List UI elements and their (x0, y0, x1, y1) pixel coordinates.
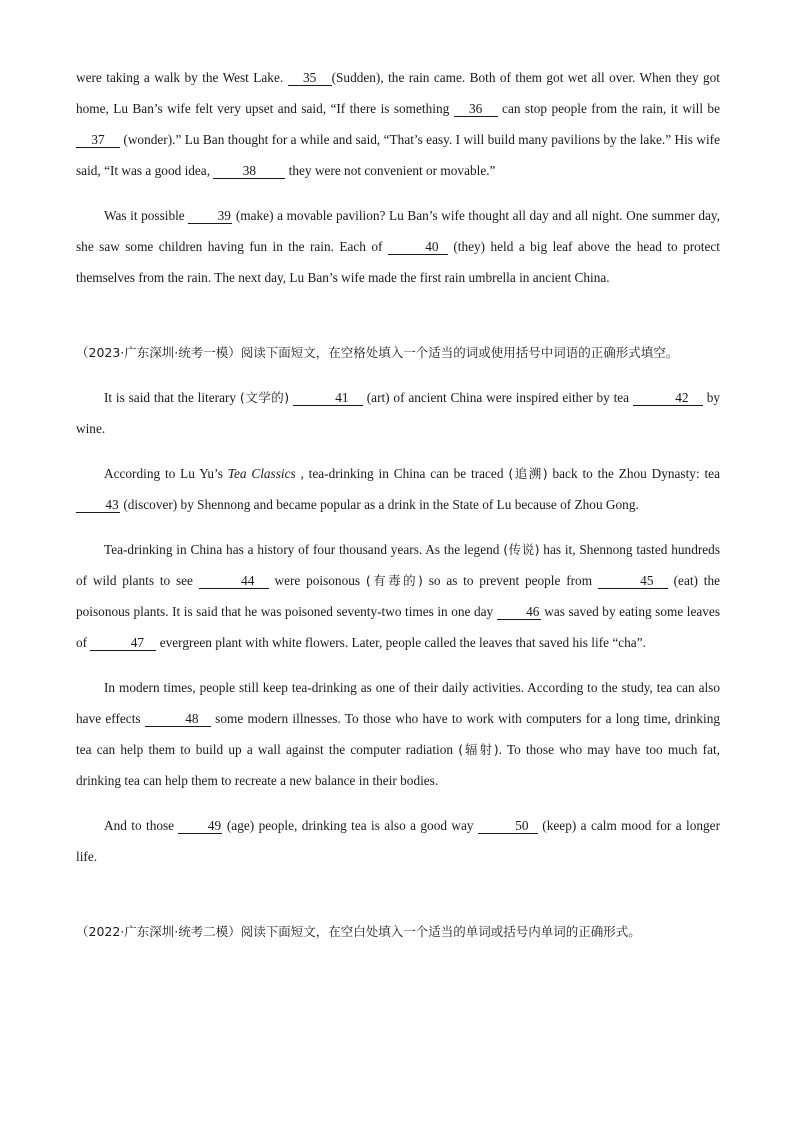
paragraph-tea-2 (76, 458, 720, 520)
paragraph-lu-ban-1 (76, 62, 720, 186)
blank-44[interactable]: 44 (199, 573, 269, 589)
blank-40[interactable]: 40 (388, 239, 448, 255)
blank-49[interactable]: 49 (178, 818, 222, 834)
text: (make) a movable pavilion? Lu Ban’s wife thought all day and all night. One summer day, she saw some children having fun in the rain. Each of (76, 208, 720, 254)
text: were taking a walk by the West Lake. (76, 70, 288, 85)
section-heading-2023: （2023·广东深圳·统考一模）阅读下面短文，在空格处填入一个适当的词或使用括号中词语的正确形式填空。 (76, 345, 679, 360)
blank-38[interactable]: 38 (213, 163, 285, 179)
blank-41[interactable]: 41 (293, 390, 363, 406)
blank-39[interactable]: 39 (188, 208, 232, 224)
chinese-gloss: (辐射) (458, 742, 499, 757)
text: evergreen plant with white flowers. Later, people called the leaves that saved his life “cha”. (156, 635, 646, 650)
paragraph-tea-3 (76, 534, 720, 658)
text: Was it possible (104, 208, 189, 223)
paragraph-lu-ban-2 (76, 200, 720, 293)
text: so as to prevent people from (422, 573, 598, 588)
blank-45[interactable]: 45 (598, 573, 668, 589)
blank-50[interactable]: 50 (478, 818, 538, 834)
text: And to those (104, 818, 179, 833)
text: can stop people from the rain, it will be (497, 101, 720, 116)
text: (discover) by Shennong and became popular as a drink in the State of Lu because of Zhou Gong. (120, 497, 639, 512)
section-heading-2022: （2022·广东深圳·统考二模）阅读下面短文，在空白处填入一个适当的单词或括号内单词的正确形式。 (76, 924, 641, 939)
text: they were not convenient or movable.” (285, 163, 496, 178)
text: has it, Shennong tasted hundreds of wild plants to see (76, 542, 720, 588)
blank-42[interactable]: 42 (633, 390, 703, 406)
text: (art) of ancient China were inspired either by tea (362, 390, 633, 405)
blank-43[interactable]: 43 (76, 497, 120, 513)
chinese-gloss: (传说) (503, 542, 540, 557)
text: In modern times, people still keep tea-drinking as one of their daily activities. According to the study, tea can also have effects (76, 680, 720, 726)
text: According to Lu Yu’s (104, 466, 228, 481)
chinese-gloss: (文学的) (239, 390, 290, 405)
blank-37[interactable]: 37 (76, 132, 120, 148)
text: back to the Zhou Dynasty: tea (547, 466, 720, 481)
book-title: Tea Classics (227, 466, 296, 481)
text: It is said that the literary (104, 390, 240, 405)
blank-35[interactable]: 35 (288, 70, 332, 86)
text: were poisonous (268, 573, 366, 588)
text: (eat) the poisonous plants. It is said that he was poisoned seventy-two times in one day (76, 573, 720, 619)
text: (age) people, drinking tea is also a good way (222, 818, 478, 833)
blank-48[interactable]: 48 (145, 711, 211, 727)
text: was saved by eating some leaves of (76, 604, 720, 650)
paragraph-tea-4 (76, 672, 720, 796)
text: (keep) a calm mood for a longer life. (76, 818, 720, 864)
blank-36[interactable]: 36 (454, 101, 498, 117)
blank-46[interactable]: 46 (497, 604, 541, 620)
paragraph-tea-5 (76, 810, 720, 872)
chinese-gloss: (追溯) (508, 466, 548, 481)
text: , tea-drinking in China can be traced (295, 466, 509, 481)
text: (wonder).” Lu Ban thought for a while and said, “That’s easy. I will build many pavilions by the lake.” His wife said, “It was a good idea, (76, 132, 720, 178)
chinese-gloss: (有毒的) (365, 573, 423, 588)
paragraph-tea-1 (76, 382, 720, 444)
blank-47[interactable]: 47 (90, 635, 156, 651)
document-page (76, 62, 720, 947)
text: . To those who may have too much fat, drinking tea can help them to recreate a new balance in their bodies. (76, 742, 720, 788)
text: some modern illnesses. To those who have to work with computers for a long time, drinking tea can help them to build up a wall against the computer radiation (76, 711, 720, 757)
text: Tea-drinking in China has a history of four thousand years. As the legend (104, 542, 504, 557)
text: (they) held a big leaf above the head to protect themselves from the rain. The next day, Lu Ban’s wife made the first rain umbrella in ancient China. (76, 239, 720, 285)
text: by wine. (76, 390, 721, 436)
text: (Sudden), the rain came. Both of them got wet all over. When they got home, Lu Ban’s wife felt very upset and said, “If there is something (76, 70, 720, 116)
